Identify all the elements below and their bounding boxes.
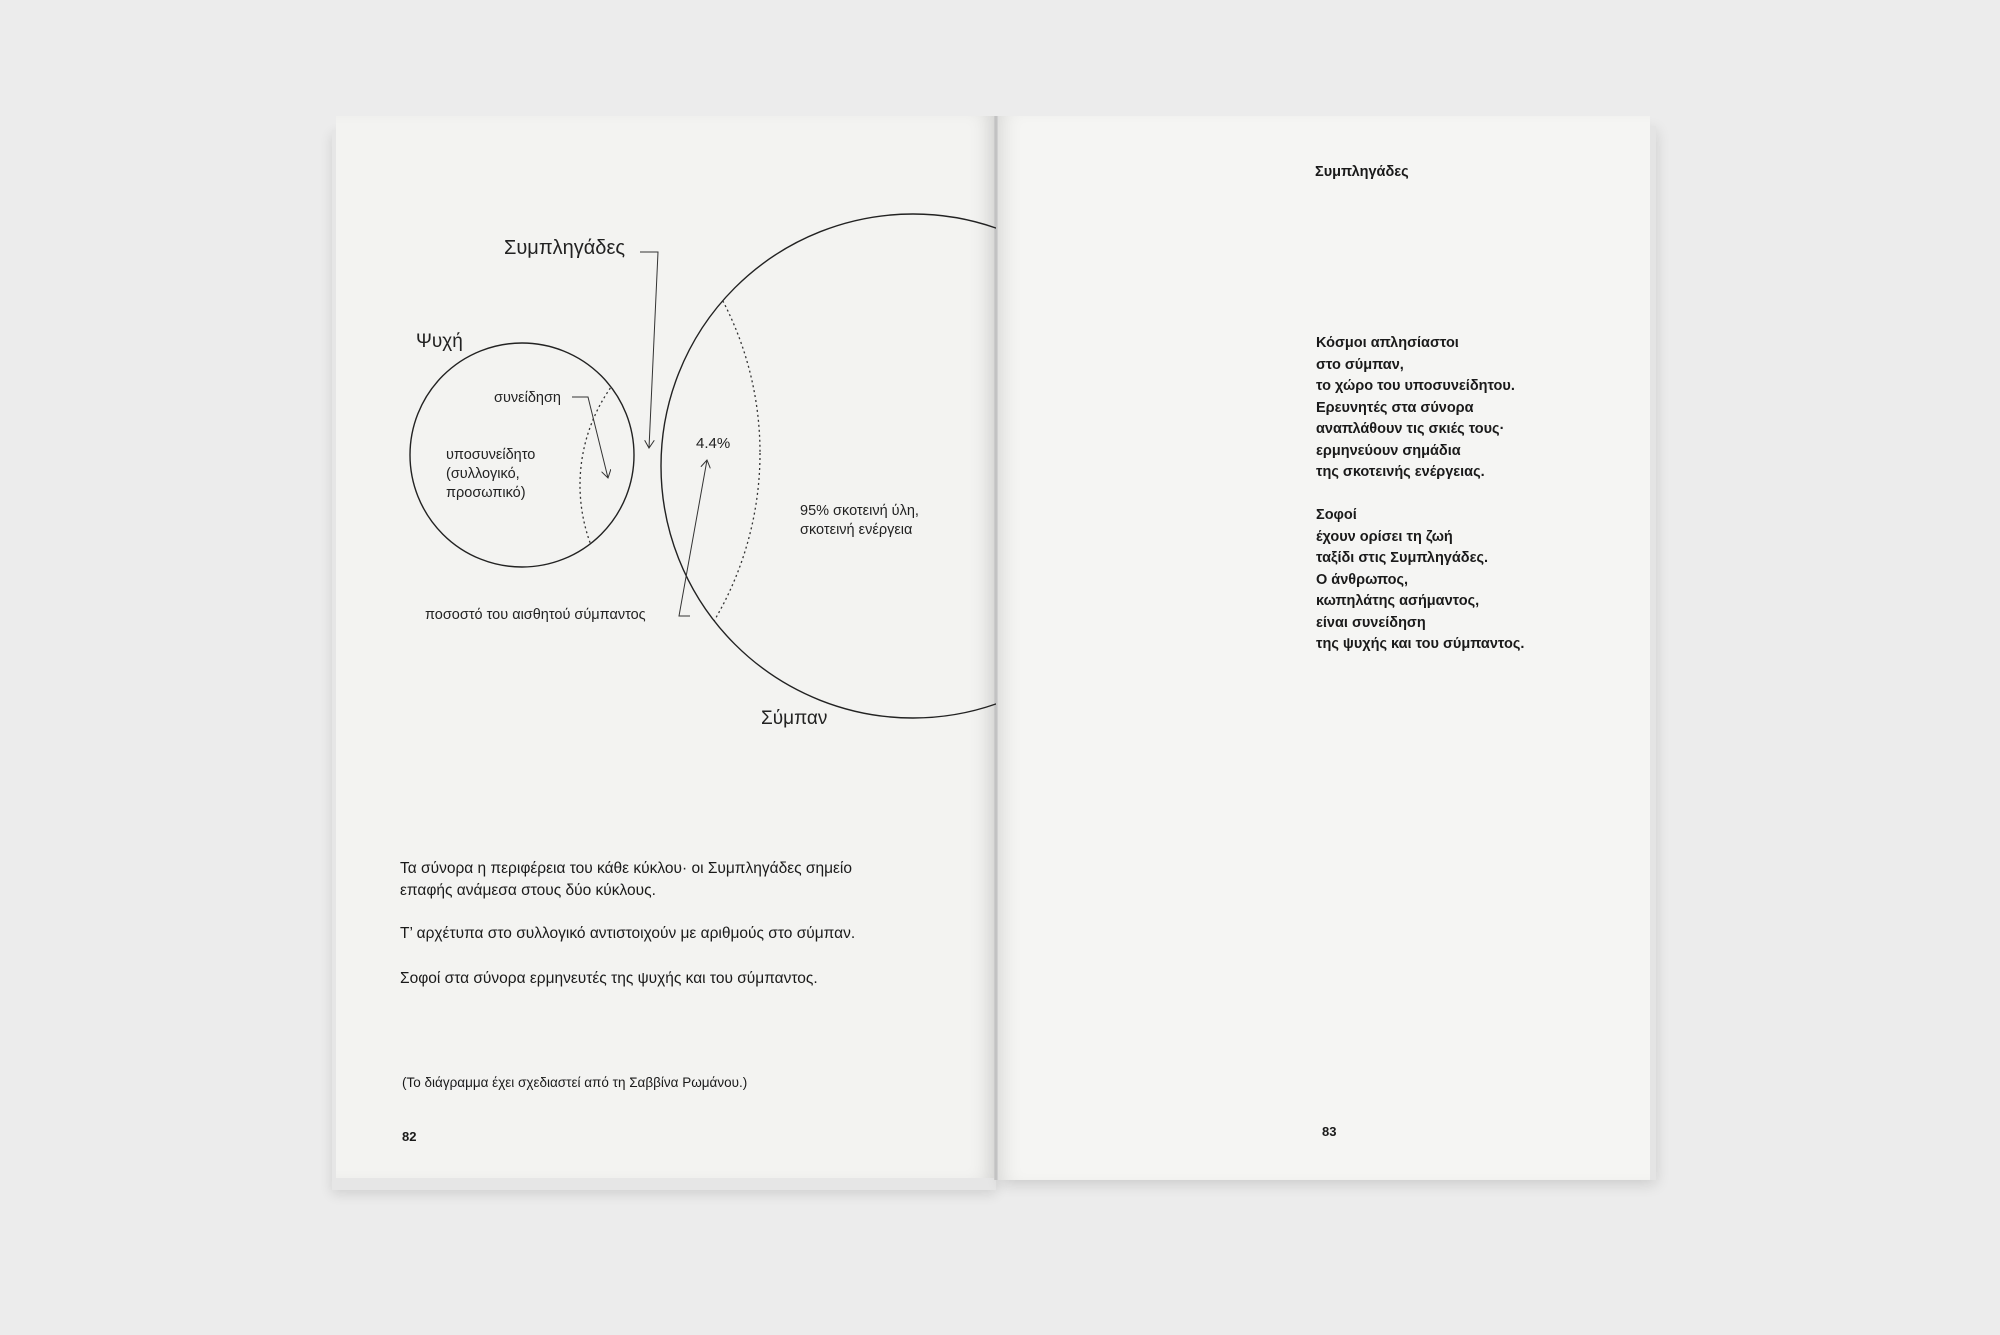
subconscious-label-line: προσωπικό) [446,485,526,501]
poem-line: αναπλάθουν τις σκιές τους· [1316,421,1505,437]
paragraph-line: επαφής ανάμεσα στους δύο κύκλους. [400,882,656,899]
poem-line: ταξίδι στις Συμπληγάδες. [1316,550,1489,566]
poem-line: στο σύμπαν, [1316,356,1404,373]
subconscious-label-line: υποσυνείδητο [446,447,536,463]
visible-universe-label: ποσοστό του αισθητού σύμπαντος [425,607,646,623]
poem-title: Συμπληγάδες [1315,164,1409,180]
poem-line: Ο άνθρωπος, [1316,571,1409,588]
paragraph-sages: Σοφοί στα σύνορα ερμηνευτές της ψυχής και του σύμπαντος. [400,970,818,987]
percent-label: 4.4% [696,435,731,452]
poem-body [1316,333,1524,656]
poem-line: Σοφοί [1316,507,1357,523]
symplegades-leader [640,252,658,448]
poem-line: το χώρο του υποσυνείδητου. [1316,378,1515,394]
consciousness-label: συνείδηση [494,390,561,406]
paragraph-archetypes: Τ’ αρχέτυπα στο συλλογικό αντιστοιχούν με αριθμούς στο σύμπαν. [400,925,856,942]
poem-line: έχουν ορίσει τη ζωή [1316,528,1453,545]
paragraph-borders [400,858,852,902]
poem-line: της ψυχής και του σύμπαντος. [1316,636,1525,652]
percent-leader [679,460,707,616]
stanza-gap [1316,484,1524,506]
dark-matter-label-line: 95% σκοτεινή ύλη, [800,503,919,519]
poem-line: Ερευνητές στα σύνορα [1316,399,1474,416]
subconscious-label [446,446,535,503]
symplegades-label: Συμπληγάδες [504,237,625,259]
paragraph-line: Τα σύνορα η περιφέρεια του κάθε κύκλου· οι Συμπληγάδες σημείο [400,860,852,877]
diagram-credit-caption: (Το διάγραμμα έχει σχεδιαστεί από τη Σαββίνα Ρωμάνου.) [402,1075,748,1090]
page-number-left: 82 [402,1129,417,1144]
subconscious-label-line: (συλλογικό, [446,466,520,482]
poem-line: είναι συνείδηση [1316,614,1426,631]
dark-matter-label [800,502,919,540]
dark-matter-label-line: σκοτεινή ενέργεια [800,522,913,538]
consciousness-dotted-arc [580,315,920,655]
page-number-right: 83 [1322,1124,1337,1139]
poem-line: Κόσμοι απλησίαστοι [1316,335,1459,351]
poem-line: ερμηνεύουν σημάδια [1316,442,1461,459]
consciousness-leader [572,397,608,478]
psyche-label: Ψυχή [416,331,463,352]
poem-line: της σκοτεινής ενέργειας. [1316,464,1485,480]
universe-circle [661,214,1165,718]
poem-line: κωπηλάτης ασήμαντος, [1316,593,1480,609]
universe-label: Σύμπαν [761,708,828,729]
